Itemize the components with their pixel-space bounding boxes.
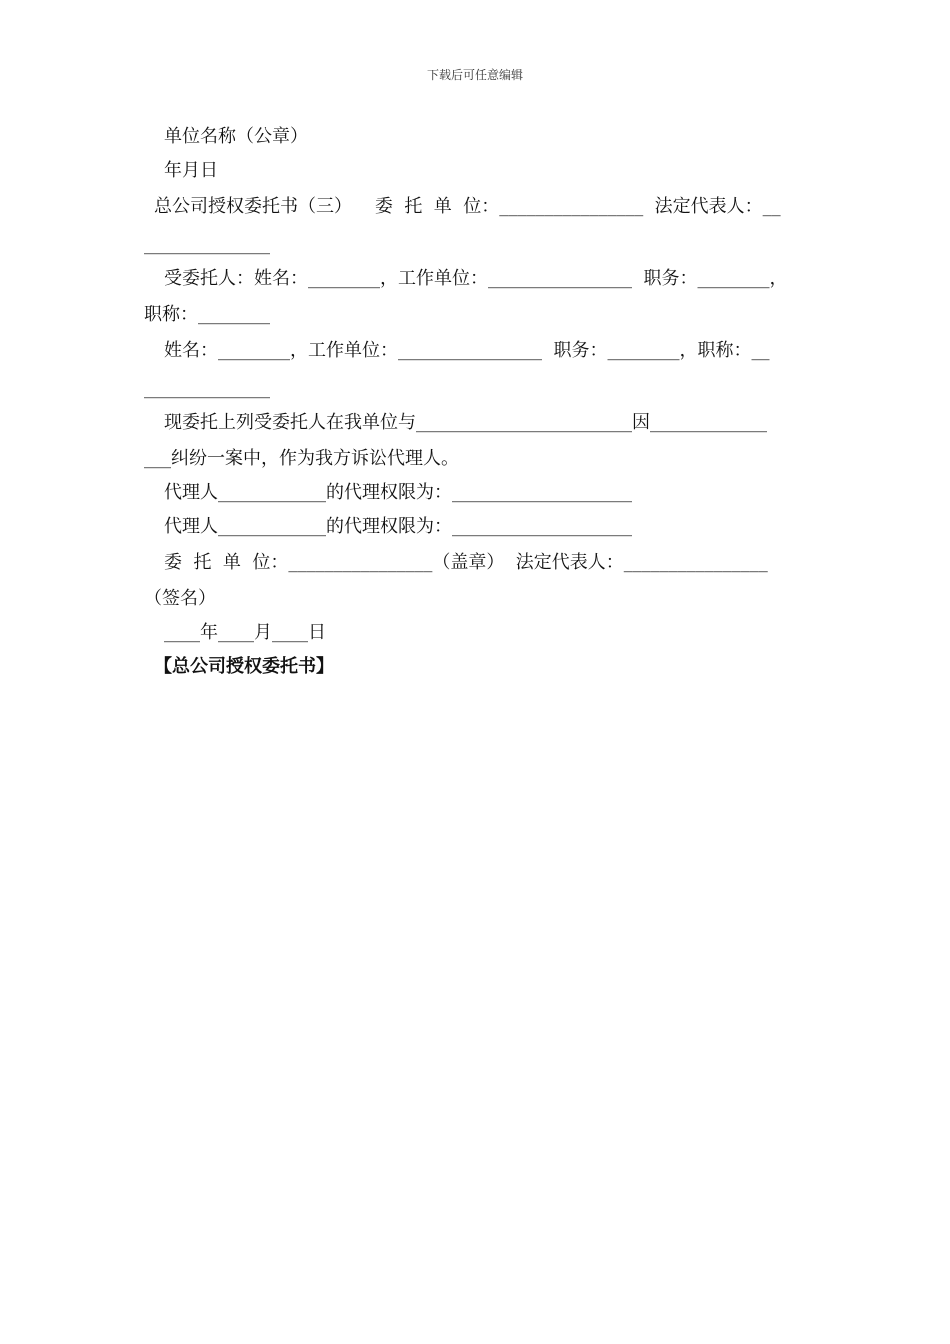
date-line: 年月日 bbox=[164, 160, 218, 181]
unit-name-seal-line: 单位名称（公章） bbox=[164, 126, 308, 147]
title-entrusting-unit-line: 总公司授权委托书（三） 委 托 单 位：________________ 法定代表人：__ bbox=[154, 196, 781, 217]
agent-authority-line-1: 代理人____________的代理权限为：____________________ bbox=[164, 482, 632, 503]
entrustment-statement-continuation: ___纠纷一案中，作为我方诉讼代理人。 bbox=[144, 448, 459, 469]
trustee-two-title-continuation: ______________ bbox=[144, 378, 270, 399]
legal-rep-blank-continuation: ______________ bbox=[144, 234, 270, 255]
header-note: 下载后可任意编辑 bbox=[426, 68, 523, 82]
trustee-one-line: 受委托人：姓名：________，工作单位：________________ 职务：________， bbox=[164, 268, 788, 289]
entrustment-statement-line: 现委托上列受委托人在我单位与________________________因_____________ bbox=[164, 412, 767, 433]
section-title: 【总公司授权委托书】 bbox=[154, 656, 334, 677]
trustee-one-title-line: 职称：________ bbox=[144, 304, 270, 325]
trustee-two-line: 姓名：________，工作单位：________________ 职务：________，职称：__ bbox=[164, 340, 770, 361]
signature-date-line: ____年____月____日 bbox=[164, 622, 326, 643]
agent-authority-line-2: 代理人____________的代理权限为：____________________ bbox=[164, 516, 632, 537]
signature-unit-line: 委 托 单 位：________________（盖章） 法定代表人：________________ bbox=[164, 552, 768, 573]
signature-label: （签名） bbox=[144, 588, 216, 609]
